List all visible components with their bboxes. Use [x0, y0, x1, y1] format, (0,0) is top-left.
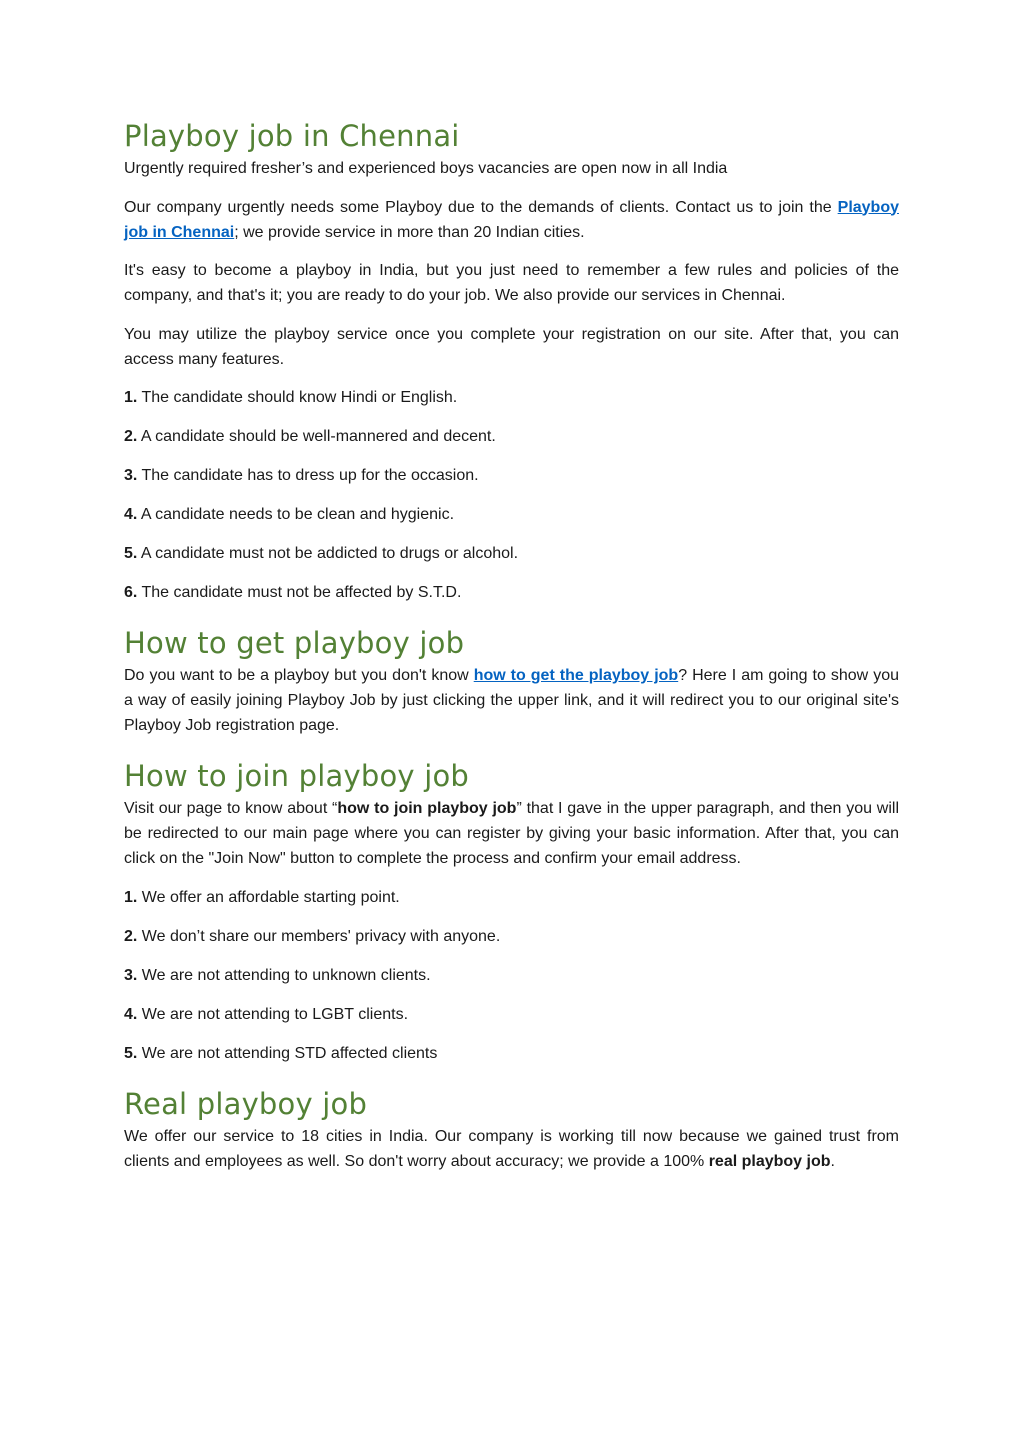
- list-text: We offer an affordable starting point.: [137, 888, 400, 906]
- list-text: A candidate should be well-mannered and decent.: [137, 428, 496, 445]
- bold-phrase: how to join playboy job: [337, 800, 517, 817]
- list-number: 3.: [124, 966, 138, 984]
- list-item: [124, 885, 899, 910]
- list-number: 1.: [124, 888, 138, 906]
- list-number: 1.: [124, 389, 138, 406]
- paragraph-text: ” that I gave in the upper paragraph, and then you will be redirected to our main page where you can register by giving your basic information. After that, you can click on the "Join Now" button to complete the process and confirm your email address.: [124, 800, 900, 867]
- link-how-to-get-playboy-job[interactable]: how to get the playboy job: [473, 667, 679, 684]
- list-number: 5.: [124, 1044, 138, 1062]
- paragraph-text: Visit our page to know about “: [124, 800, 338, 817]
- list-item: [124, 1002, 899, 1027]
- section-heading-how-to-get: How to get playboy job: [124, 626, 465, 660]
- paragraph-how-to-get: [124, 663, 899, 738]
- paragraph-text: ? Here I am going to show you a way of easily joining Playboy Job by just clicking the upper link, and it will redirect you to our original site's Playboy Job registration page.: [124, 667, 900, 734]
- list-item: [124, 424, 899, 449]
- paragraph-easy: It's easy to become a playboy in India, but you just need to remember a few rules and policies of the company, and that's it; you are ready to do your job. We also provide our services in Chennai.: [124, 262, 899, 304]
- paragraph-text: Do you want to be a playboy but you don't know: [124, 667, 474, 684]
- document-page: [124, 118, 899, 1187]
- list-number: 2.: [124, 428, 138, 445]
- list-text: The candidate must not be affected by S.T.D.: [137, 584, 462, 601]
- list-text: We are not attending to LGBT clients.: [137, 1005, 409, 1023]
- list-item: [124, 963, 899, 988]
- list-item: [124, 463, 899, 488]
- section-heading-real-playboy-job: Real playboy job: [124, 1086, 368, 1121]
- paragraph-text: Our company urgently needs some Playboy due to the demands of clients. Contact us to join the: [124, 198, 838, 216]
- paragraph-registration: You may utilize the playboy service once you complete your registration on our site. After that, you can access many features.: [124, 325, 899, 368]
- bold-phrase: real playboy job: [708, 1152, 831, 1170]
- list-number: 4.: [124, 506, 138, 523]
- list-text: A candidate needs to be clean and hygienic.: [137, 506, 455, 523]
- list-text: The candidate has to dress up for the occasion.: [137, 467, 479, 484]
- list-item: [124, 541, 899, 566]
- list-item: [124, 1041, 899, 1066]
- list-text: A candidate must not be addicted to drugs or alcohol.: [137, 545, 519, 562]
- list-text: The candidate should know Hindi or English.: [137, 389, 458, 406]
- paragraph-text: .: [830, 1152, 835, 1170]
- list-number: 3.: [124, 467, 138, 484]
- list-text: We don’t share our members' privacy with anyone.: [137, 927, 501, 945]
- link-playboy-job-chennai[interactable]: Playboy job in Chennai: [124, 198, 899, 241]
- paragraph-intro: [124, 195, 899, 245]
- paragraph-how-to-join: [124, 796, 899, 871]
- list-number: 2.: [124, 927, 138, 945]
- list-number: 4.: [124, 1005, 138, 1023]
- list-number: 6.: [124, 584, 138, 601]
- list-item: [124, 502, 899, 527]
- list-number: 5.: [124, 545, 138, 562]
- list-text: We are not attending STD affected clients: [137, 1044, 438, 1062]
- paragraph-real-playboy-job: [124, 1124, 899, 1174]
- list-text: We are not attending to unknown clients.: [137, 966, 431, 984]
- paragraph-text: We offer our service to 18 cities in India. Our company is working till now because we gained trust from clients and employees as well. So don't worry about accuracy; we provide a 100%: [124, 1127, 899, 1170]
- list-item: [124, 924, 899, 949]
- subtitle: Urgently required fresher’s and experienced boys vacancies are open now in all India: [124, 160, 728, 177]
- paragraph-text: ; we provide service in more than 20 Indian cities.: [234, 223, 585, 241]
- section-heading-playboy-job-chennai: Playboy job in Chennai: [124, 119, 460, 153]
- list-item: [124, 580, 899, 605]
- list-item: [124, 385, 899, 410]
- section-heading-how-to-join: How to join playboy job: [124, 759, 470, 793]
